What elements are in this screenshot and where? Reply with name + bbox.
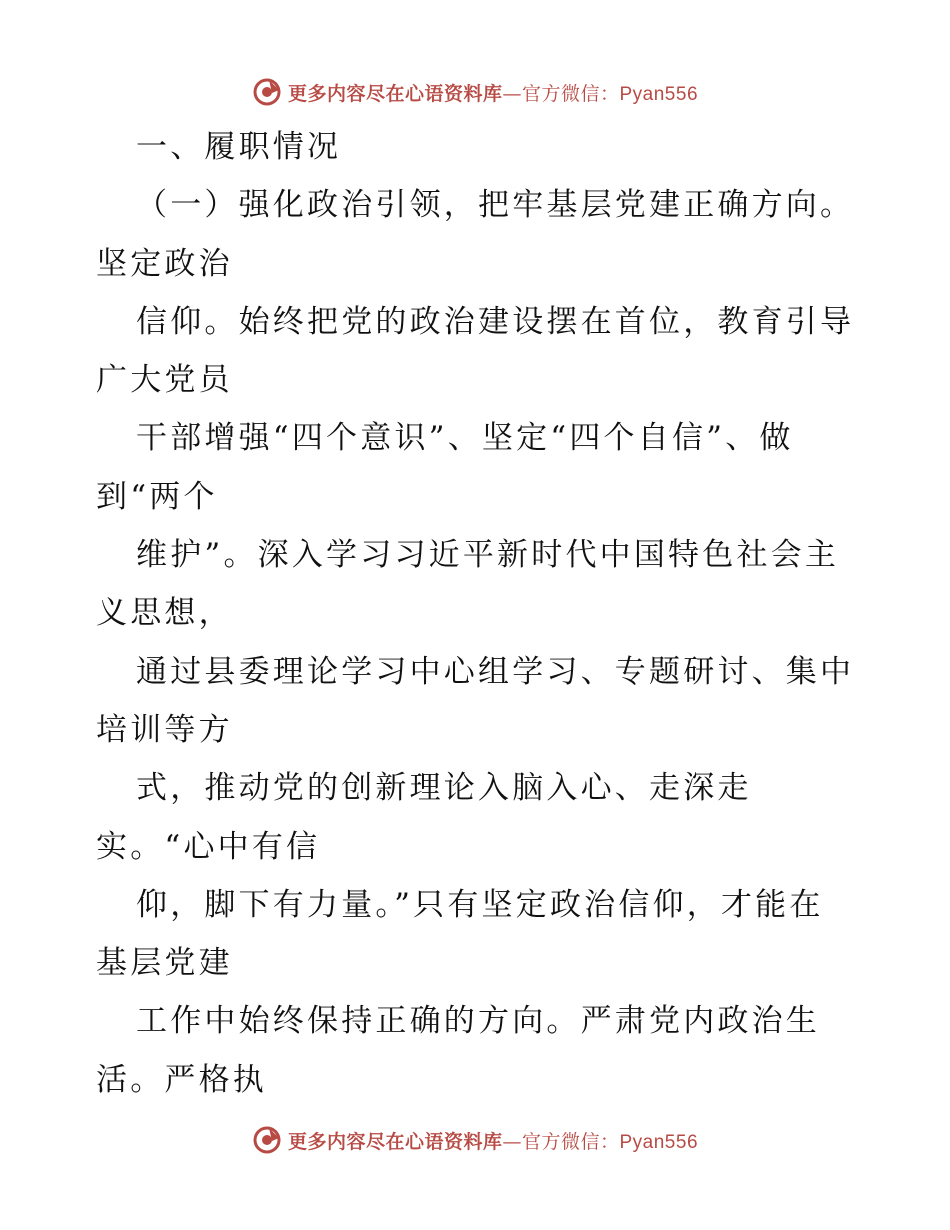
header-banner <box>0 72 950 112</box>
text-line: 广大党员 <box>96 362 233 399</box>
header-banner-text <box>288 79 698 106</box>
text-line: 培训等方 <box>96 711 233 748</box>
text-line: 式，推动党的创新理论入脑入心、走深走 <box>136 770 752 807</box>
text-line: 工作中始终保持正确的方向。严肃党内政治生 <box>136 1003 820 1040</box>
header-banner-separator: —官方微信： <box>502 82 620 105</box>
footer-banner-title: 更多内容尽在心语资料库 <box>287 1130 503 1153</box>
text-line: 到“两个 <box>96 478 218 515</box>
text-line: 一、履职情况 <box>136 129 342 165</box>
text-line: 坚定政治 <box>96 245 233 282</box>
text-line: 活。严格执 <box>96 1061 267 1098</box>
text-line: 义思想， <box>96 595 233 632</box>
header-banner-title: 更多内容尽在心语资料库 <box>287 82 503 105</box>
text-line: 通过县委理论学习中心组学习、专题研讨、集中 <box>136 653 855 690</box>
text-line: 干部增强“四个意识”、坚定“四个自信”、做 <box>136 420 794 457</box>
text-line: 维护”。深入学习习近平新时代中国特色社会主 <box>136 537 840 574</box>
text-line: 基层党建 <box>96 945 233 982</box>
text-line: 实。“心中有信 <box>96 828 321 865</box>
footer-banner-text <box>288 1127 698 1154</box>
footer-wechat-id: Pyan556 <box>619 1131 699 1153</box>
brand-logo-icon <box>252 77 282 107</box>
brand-logo-icon <box>252 1125 282 1155</box>
footer-banner <box>0 1120 950 1160</box>
document-body <box>96 118 886 1109</box>
text-line: （一）强化政治引领，把牢基层党建正确方向。 <box>136 187 855 224</box>
text-line: 仰，脚下有力量。”只有坚定政治信仰，才能在 <box>136 886 824 923</box>
header-wechat-id: Pyan556 <box>619 83 699 105</box>
footer-banner-separator: —官方微信： <box>502 1130 620 1153</box>
text-line: 信仰。始终把党的政治建设摆在首位，教育引导 <box>136 303 855 340</box>
